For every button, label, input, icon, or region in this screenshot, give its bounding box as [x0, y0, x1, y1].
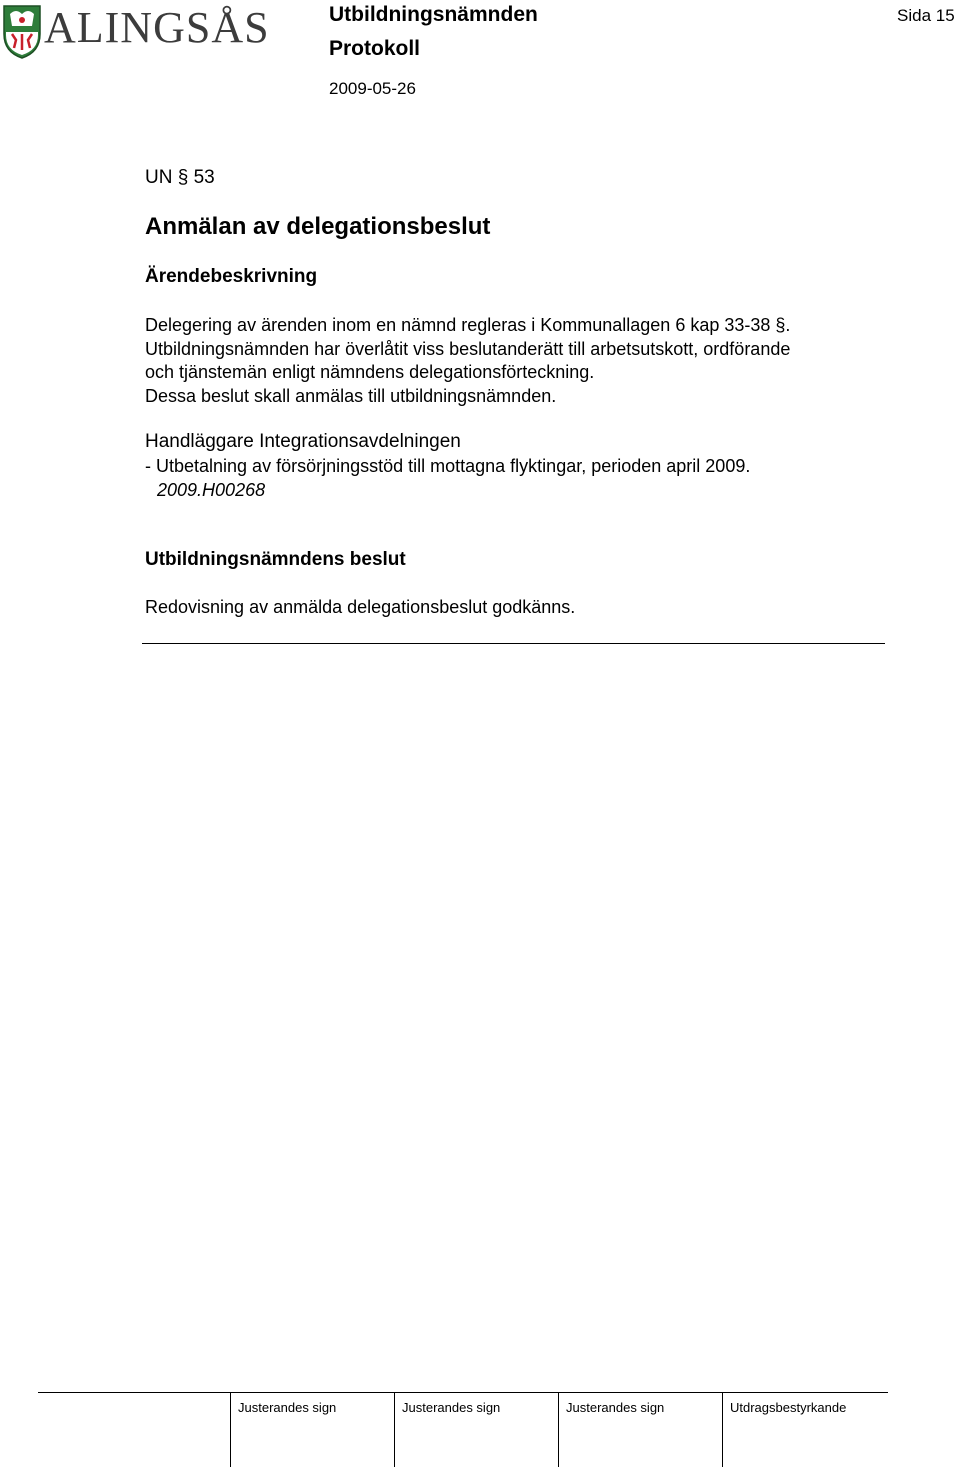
description-line: Delegering av ärenden inom en nämnd regleras i Kommunallagen 6 kap 33-38 §.	[145, 315, 791, 335]
decision-text: Redovisning av anmälda delegationsbeslut godkänns.	[145, 597, 576, 617]
handler-item: - Utbetalning av försörjningsstöd till mottagna flyktingar, perioden april 2009.	[145, 456, 751, 476]
footer-rule	[38, 1392, 888, 1393]
case-number: 2009.H00268	[157, 480, 266, 500]
description-line: Utbildningsnämnden har överlåtit viss beslutanderätt till arbetsutskott, ordförande	[145, 338, 791, 359]
certification-field: Utdragsbestyrkande	[730, 1400, 847, 1415]
municipality-logo	[0, 0, 270, 64]
description-text	[145, 314, 905, 409]
committee-name: Utbildningsnämnden	[329, 3, 538, 26]
description-line: och tjänstemän enligt nämndens delegationsförteckning.	[145, 362, 595, 383]
description-line: Dessa beslut skall anmälas till utbildningsnämnden.	[145, 386, 557, 407]
description-heading: Ärendebeskrivning	[145, 266, 318, 287]
meeting-date: 2009-05-26	[329, 79, 416, 98]
logo-wordmark: ALINGSÅS	[44, 3, 270, 52]
item-title: Anmälan av delegationsbeslut	[145, 213, 491, 240]
footer-divider	[722, 1392, 723, 1467]
decision-heading: Utbildningsnämndens beslut	[145, 549, 406, 570]
document-type: Protokoll	[329, 37, 421, 60]
footer-divider	[394, 1392, 395, 1467]
signature-field-1: Justerandes sign	[238, 1400, 337, 1415]
handler-heading: Handläggare Integrationsavdelningen	[145, 431, 461, 452]
coat-of-arms-icon	[2, 4, 42, 60]
signature-field-2: Justerandes sign	[402, 1400, 501, 1415]
section-divider	[142, 643, 885, 644]
signature-field-3: Justerandes sign	[566, 1400, 665, 1415]
footer-divider	[558, 1392, 559, 1467]
footer-divider	[230, 1392, 231, 1467]
paragraph-id: UN § 53	[145, 167, 215, 188]
page-number: Sida 15	[897, 6, 955, 25]
